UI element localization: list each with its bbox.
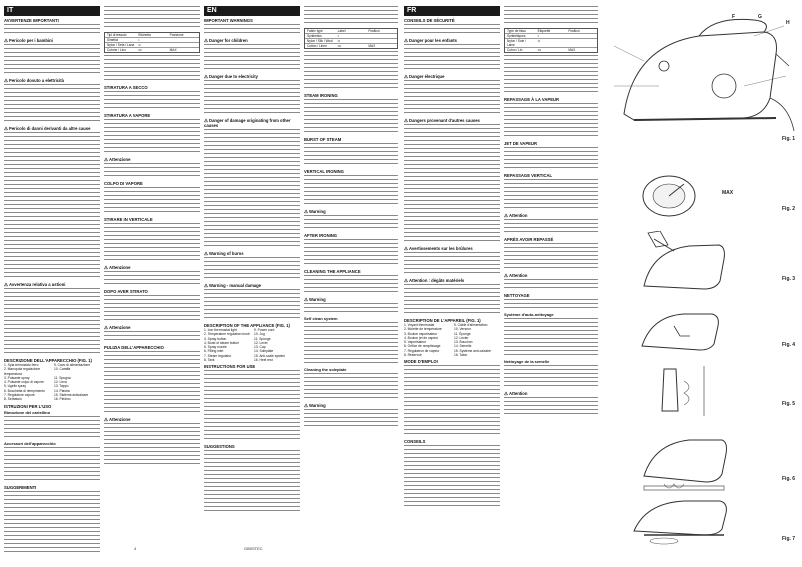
- warning-icon: ⚠: [104, 265, 109, 270]
- warning-heading: ⚠Attenzione: [104, 157, 131, 162]
- warning-icon: ⚠: [504, 391, 509, 396]
- vertical-steam-icon: [644, 361, 724, 421]
- section-title: VERTICAL IRONING: [304, 169, 344, 174]
- column-english-2: [304, 6, 398, 553]
- table-row: Sintetici •: [105, 38, 199, 43]
- column-french: [404, 6, 500, 553]
- warning-icon: ⚠: [204, 283, 209, 288]
- warning-heading: ⚠Attention : dégâts matériels: [404, 278, 465, 283]
- fabric-table: [104, 32, 200, 53]
- warning-heading: ⚠Warning - manual damage: [204, 283, 262, 288]
- section-title: REPASSAGE VERTICAL: [504, 173, 553, 178]
- figure-label: Fig. 1: [782, 136, 796, 142]
- figure-label: Fig. 2: [782, 206, 796, 212]
- section-title: CLEANING THE APPLIANCE: [304, 269, 361, 274]
- table-header: Fabric type Label Position: [305, 29, 397, 34]
- warning-heading: ⚠Danger pour les enfants: [404, 38, 457, 43]
- warning-heading: ⚠Warning: [304, 209, 326, 214]
- steam-regulator-icon: [634, 306, 724, 356]
- warning-heading: ⚠Avertissements sur les brûlures: [404, 246, 473, 251]
- column-italian-2: [104, 6, 200, 553]
- warning-icon: ⚠: [4, 126, 9, 131]
- section-title: ISTRUZIONI PER L'USO: [4, 403, 52, 409]
- warning-heading: ⚠Attenzione: [104, 265, 131, 270]
- page-number: 4: [134, 546, 137, 551]
- warning-icon: ⚠: [204, 74, 209, 79]
- section-title: JET DE VAPEUR: [504, 141, 537, 146]
- section-title: STIRARE IN VERTICALE: [104, 217, 153, 222]
- section-title: CONSEILS: [404, 439, 426, 445]
- table-row: Cotone / Lino ••• MAX: [107, 48, 177, 52]
- warning-icon: ⚠: [4, 282, 9, 287]
- warning-heading: ⚠Dangers provenant d'autres causes: [404, 118, 480, 123]
- self-clean-icon: [634, 426, 734, 496]
- warning-heading: ⚠Danger due to electricity: [204, 74, 258, 79]
- warning-heading: ⚠Avvertenza relativa a ustioni: [4, 282, 66, 287]
- section-title: DESCRIPTION OF THE APPLIANCE (FIG. 1): [204, 323, 290, 328]
- section-title: SUGGESTIONS: [204, 444, 235, 450]
- warning-icon: ⚠: [404, 74, 409, 79]
- figure-label: Fig. 4: [782, 342, 796, 348]
- subsection-title: Système d'auto-nettoyage: [504, 312, 554, 317]
- section-title: DESCRIZIONE DELL'APPARECCHIO (FIG. 1): [4, 358, 92, 363]
- section-title: IMPORTANT WARNINGS: [204, 18, 253, 23]
- warning-icon: ⚠: [404, 38, 409, 43]
- warning-icon: ⚠: [404, 278, 409, 283]
- warning-heading: ⚠Attention: [504, 391, 528, 396]
- language-header-it: IT: [4, 6, 100, 16]
- figure-label: Fig. 7: [782, 536, 796, 542]
- section-title: AFTER IRONING: [304, 233, 338, 238]
- figure-label: Fig. 6: [782, 476, 796, 482]
- iron-diagram-icon: [604, 6, 798, 146]
- column-italian: [4, 6, 100, 553]
- fabric-table: [304, 28, 398, 49]
- table-row: Nylon / Soie / Laine ••: [505, 39, 597, 48]
- section-title: STIRATURA A VAPORE: [104, 113, 151, 118]
- warning-heading: ⚠Warning: [304, 403, 326, 408]
- subsection-title: Accessori dell'apparecchio: [4, 440, 56, 446]
- parts-list: 1. Voyant thermostat 9. Câble d'alimentation 2. Molette de température 10. Verseur 3. Bouton vaporisateur 11. Éponge 4. Bouton jet de vapeur 12. Levier 5. Vaporisateur 13. Bouchon 6. Orifice de remplissage 14. Semelle 7. Régulateur de vapeur 15. Système anti-calcaire 8. Réservoir 16. Talon: [404, 323, 492, 358]
- soleplate-cleaning-icon: [624, 491, 734, 546]
- section-title: REPASSAGE À LA VAPEUR: [504, 97, 560, 102]
- warning-icon: ⚠: [204, 38, 209, 43]
- section-title: MODE D'EMPLOI: [404, 359, 438, 365]
- section-title: DESCRIPTION DE L'APPAREIL (FIG. 1): [404, 318, 481, 323]
- warning-icon: ⚠: [4, 78, 9, 83]
- section-title: STIRATURA A SECCO: [104, 85, 148, 90]
- table-row: Coton / Lin ••• MAX: [507, 48, 576, 52]
- fabric-table: [504, 28, 598, 53]
- parts-list: 1. Spia termostato ferro 9. Cavo di alimentazione 2. Manopola regolazione temperatura 10. Caraffa 3. Pulsante spray 11. Spugna 4. Pulsante colpo di vapore 12. Leva 5. Ugello spray 13. Tappo 6. Bocchetta di riempimento 14. Piastra 7. Regolatore vapore 15. Sistema anticalcare 8. Serbatoio 16. Piedino: [4, 363, 91, 402]
- warning-heading: ⚠Pericolo dovuto a elettricità: [4, 78, 64, 83]
- left-page: [4, 6, 398, 553]
- subsection-title: Rimozione del cartellino: [4, 409, 51, 415]
- warning-heading: ⚠Attenzione: [104, 417, 131, 422]
- table-header: Tipi di tessuto Etichetta Posizione: [105, 33, 199, 38]
- warning-icon: ⚠: [4, 38, 9, 43]
- table-row: Synthétiques •: [505, 34, 597, 39]
- subsection-title: Cleaning the soleplate: [304, 367, 347, 372]
- section-title: PULIZIA DELL'APPARECCHIO: [104, 345, 164, 350]
- warning-icon: ⚠: [204, 251, 209, 256]
- warning-icon: ⚠: [404, 246, 409, 251]
- warning-icon: ⚠: [104, 325, 109, 330]
- figure-label: Fig. 5: [782, 401, 796, 407]
- brand-footer: GIBISTEC: [244, 546, 263, 551]
- parts-list: 1. Iron thermostat light 9. Power cord 2. Temperature regulation knob 10. Jug 3. Spray button 11. Sponge 4. Burst of steam button 12. Lever 5. Spray nozzle 13. Cap 6. Filling inlet 14. Soleplate 7. Steam regulator 15. Anti-scale system 8. Tank 16. Heel rest: [204, 328, 286, 363]
- warning-icon: ⚠: [504, 273, 509, 278]
- warning-heading: ⚠Pericolo di danni derivanti da altre cause: [4, 126, 91, 131]
- warning-icon: ⚠: [104, 157, 109, 162]
- figure-letter: G: [758, 14, 762, 20]
- subsection-title: Nettoyage de la semelle: [504, 359, 550, 364]
- warning-heading: ⚠Danger for children: [204, 38, 248, 43]
- subsection-title: Self clean system: [304, 316, 338, 321]
- section-title: INSTRUCTIONS FOR USE: [204, 364, 256, 370]
- section-title: STEAM IRONING: [304, 93, 338, 98]
- column-english: [204, 6, 300, 553]
- table-header: Type de tissu Étiquette Position: [505, 29, 597, 34]
- section-title: SUGGERIMENTI: [4, 484, 37, 490]
- temperature-dial-icon: [624, 166, 714, 226]
- warning-heading: ⚠Attention: [504, 213, 528, 218]
- section-title: CONSEILS DE SÉCURITÉ: [404, 18, 455, 23]
- illustrations-area: [604, 6, 798, 551]
- right-page: [404, 6, 798, 553]
- section-title: DOPO AVER STIRATO: [104, 289, 148, 294]
- section-title: COLPO DI VAPORE: [104, 181, 143, 186]
- section-title: AVVERTENZE IMPORTANTI: [4, 18, 59, 23]
- warning-icon: ⚠: [204, 118, 209, 123]
- figure-label: Fig. 3: [782, 276, 796, 282]
- warning-heading: ⚠Warning: [304, 297, 326, 302]
- warning-heading: ⚠Attenzione: [104, 325, 131, 330]
- warning-heading: ⚠Pericolo per i bambini: [4, 38, 53, 43]
- warning-icon: ⚠: [504, 213, 509, 218]
- warning-heading: ⚠Warning of burns: [204, 251, 244, 256]
- section-title: NETTOYAGE: [504, 293, 530, 298]
- warning-icon: ⚠: [404, 118, 409, 123]
- warning-icon: ⚠: [104, 417, 109, 422]
- table-row: Synthetics •: [305, 34, 397, 39]
- language-header-fr: FR: [404, 6, 500, 16]
- iron-filling-icon: [634, 231, 734, 301]
- table-row: Cotton / Linen ••• MAX: [307, 44, 376, 48]
- table-row: Nylon / Seta / Lana ••: [105, 43, 199, 48]
- column-french-2: [504, 6, 598, 553]
- figure-letter: F: [732, 14, 736, 20]
- section-title: BURST OF STEAM: [304, 137, 342, 142]
- warning-icon: ⚠: [304, 403, 309, 408]
- warning-heading: ⚠Danger électrique: [404, 74, 445, 79]
- warning-icon: ⚠: [304, 297, 309, 302]
- warning-heading: ⚠Attention: [504, 273, 528, 278]
- section-title: APRÈS AVOIR REPASSÉ: [504, 237, 554, 242]
- table-row: Nylon / Silk / Wool ••: [305, 39, 397, 44]
- language-header-en: EN: [204, 6, 300, 16]
- max-label: MAX: [722, 190, 734, 196]
- warning-heading: ⚠Danger of damage originating from other causes: [204, 118, 291, 128]
- warning-icon: ⚠: [304, 209, 309, 214]
- figure-letter: H: [786, 20, 790, 26]
